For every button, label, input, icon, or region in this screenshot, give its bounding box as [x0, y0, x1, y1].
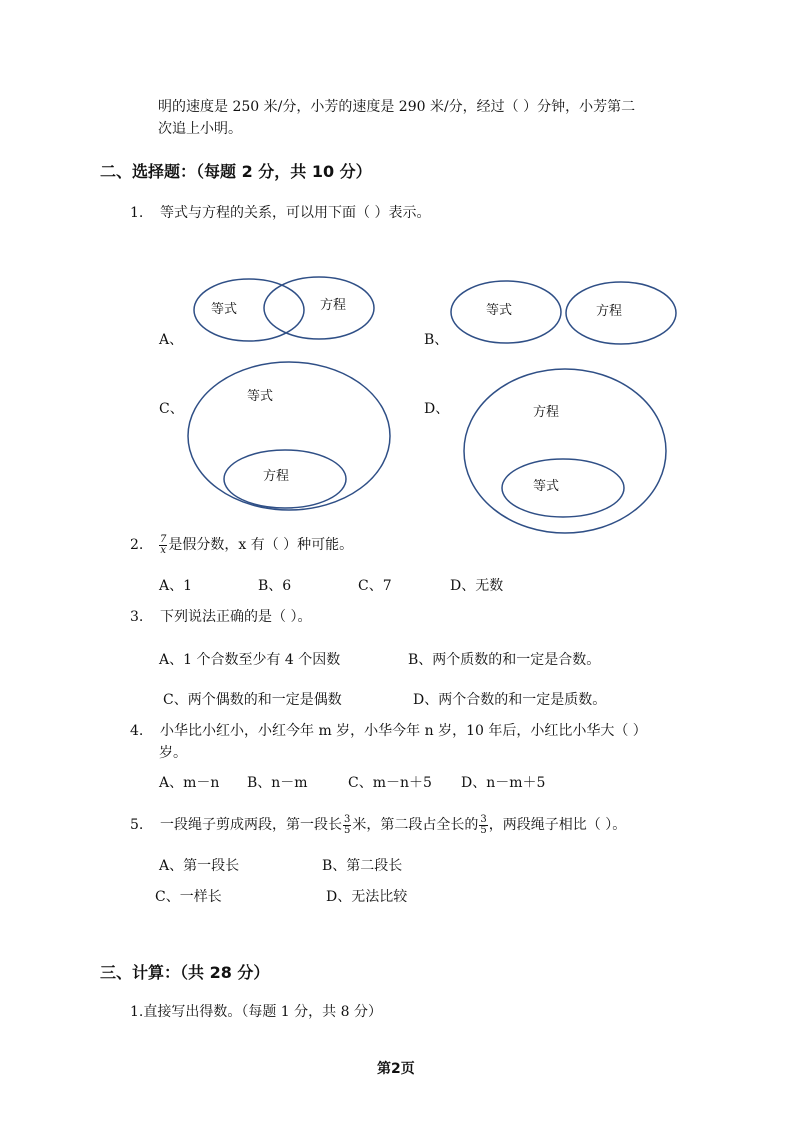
- b-label-dengshi: 等式: [486, 303, 513, 318]
- c-label-dengshi: 等式: [247, 389, 274, 404]
- d-label-dengshi: 等式: [533, 479, 560, 494]
- q4-option-b: B、n－m: [247, 775, 308, 791]
- q4-line-1: 小华比小红小，小红今年 m 岁，小华今年 n 岁，10 年后，小红比小华大（ ）: [160, 723, 647, 739]
- q5-fraction-1: $\frac{3}{5}$: [344, 813, 351, 836]
- q5-text-line: [160, 810, 626, 840]
- q2-text-line: [158, 530, 353, 560]
- q5-number: 5.: [130, 817, 144, 833]
- b-label-fangcheng: 方程: [596, 304, 623, 319]
- page-number: 第2页: [377, 1061, 415, 1077]
- q1-option-c-label: C、: [159, 401, 184, 417]
- section-3-title: 三、计算：（共 28 分）: [100, 963, 270, 982]
- q5-text-a: 一段绳子剪成两段，第一段长: [160, 817, 342, 833]
- q2-option-a: A、1: [159, 578, 193, 594]
- option-c-outer-ellipse: [188, 362, 390, 510]
- q3-option-d: D、两个合数的和一定是质数。: [413, 692, 607, 708]
- q5-text-c: ，两段绳子相比（ ）。: [488, 817, 627, 833]
- q5-fraction-2: $\frac{3}{5}$: [480, 813, 487, 836]
- q2-option-c: C、7: [358, 578, 392, 594]
- q2-option-b: B、6: [258, 578, 292, 594]
- q3-option-b: B、两个质数的和一定是合数。: [408, 652, 601, 668]
- q5-option-b: B、第二段长: [322, 858, 403, 874]
- q2-fraction: $\frac{7}{x}$: [160, 533, 167, 556]
- d-label-fangcheng: 方程: [533, 405, 560, 420]
- q1-number: 1.: [130, 205, 144, 221]
- section-2-title: 二、选择题：（每题 2 分，共 10 分）: [100, 162, 372, 181]
- q5-text-b: 米，第二段占全长的: [352, 817, 479, 833]
- q2-text: 是假分数，x 有（ ）种可能。: [168, 537, 354, 553]
- option-d-inner-ellipse: [502, 459, 624, 517]
- option-a-ellipse-right: [264, 277, 374, 339]
- intro-line-1: 明的速度是 250 米/分，小芳的速度是 290 米/分，经过（ ）分钟，小芳第二: [158, 99, 636, 115]
- q4-option-d: D、n－m＋5: [461, 775, 546, 791]
- q1-option-d-label: D、: [424, 401, 450, 417]
- q1-option-b-label: B、: [424, 332, 449, 348]
- a-label-fangcheng: 方程: [320, 298, 347, 313]
- q5-option-d: D、无法比较: [326, 889, 408, 905]
- q2-option-d: D、无数: [450, 578, 504, 594]
- q4-option-c: C、m－n＋5: [348, 775, 432, 791]
- a-label-dengshi: 等式: [211, 302, 238, 317]
- q1-text: 等式与方程的关系，可以用下面（ ）表示。: [160, 205, 431, 221]
- q1-option-a-label: A、: [159, 332, 184, 348]
- q5-option-a: A、第一段长: [159, 858, 240, 874]
- q4-line-2: 岁。: [159, 745, 187, 761]
- q3-text: 下列说法正确的是（ ）。: [160, 609, 312, 625]
- q4-number: 4.: [130, 723, 144, 739]
- q2-number: 2.: [130, 537, 144, 553]
- q3-number: 3.: [130, 609, 144, 625]
- q3-option-c: C、两个偶数的和一定是偶数: [163, 692, 342, 708]
- q4-option-a: A、m－n: [159, 775, 220, 791]
- q5-option-c: C、一样长: [155, 889, 222, 905]
- intro-line-2: 次追上小明。: [158, 121, 242, 137]
- option-d-outer-ellipse: [464, 369, 666, 533]
- q3-option-a: A、1 个合数至少有 4 个因数: [159, 652, 341, 668]
- section-3-sub-1: 1.直接写出得数。（每题 1 分，共 8 分）: [130, 1004, 382, 1020]
- c-label-fangcheng: 方程: [263, 469, 290, 484]
